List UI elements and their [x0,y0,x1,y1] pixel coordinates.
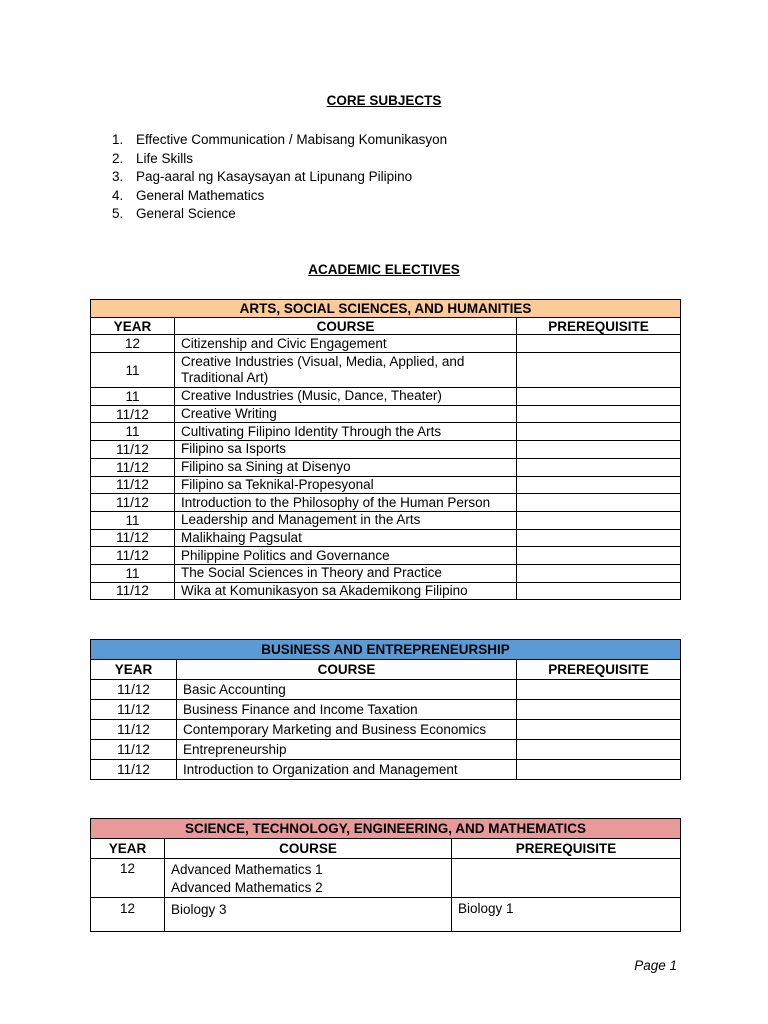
table-band-title: ARTS, SOCIAL SCIENCES, AND HUMANITIES [91,300,681,318]
prerequisite-cell [517,476,681,494]
list-label: Pag-aaral ng Kasaysayan at Lipunang Pilipino [136,169,413,184]
table-row [91,720,681,740]
prerequisite-cell [517,760,681,780]
column-header-year: YEAR [91,839,165,859]
prerequisite-cell [517,494,681,512]
prerequisite-cell [517,353,681,388]
prerequisite-cell: Biology 1 [452,898,681,932]
table-row [91,898,681,932]
table-row [91,582,681,600]
table-row [91,405,681,423]
arts-humanities-table [90,299,681,600]
table-row [91,335,681,353]
year-cell: 11/12 [91,458,175,476]
column-header-year: YEAR [91,317,175,335]
year-cell: 11/12 [91,441,175,459]
course-cell: Introduction to Organization and Management [177,760,517,780]
course-cell: Cultivating Filipino Identity Through the Arts [175,423,517,441]
prerequisite-cell [517,700,681,720]
list-label: General Science [136,206,236,221]
list-number: 3. [112,169,124,184]
table-band-title: BUSINESS AND ENTREPRENEURSHIP [91,640,681,660]
year-cell: 11 [91,511,175,529]
prerequisite-cell [452,859,681,898]
column-header-year: YEAR [91,660,177,680]
year-cell: 11/12 [91,494,175,512]
prerequisite-cell [517,564,681,582]
year-cell: 11/12 [91,680,177,700]
year-cell: 11 [91,388,175,406]
table-row [91,680,681,700]
table-row [91,511,681,529]
year-cell: 12 [91,335,175,353]
course-cell [165,859,452,898]
list-item [112,205,447,224]
list-label: General Mathematics [136,187,265,203]
course-cell: Filipino sa Teknikal-Propesyonal [175,476,517,494]
year-cell: 11/12 [91,740,177,760]
table-row [91,740,681,760]
list-label: Life Skills [136,150,194,166]
page-number: Page 1 [634,958,677,973]
course-cell: Wika at Komunikasyon sa Akademikong Filipino [175,582,517,600]
column-header-prerequisite: PREREQUISITE [517,660,681,680]
table-row [91,494,681,512]
prerequisite-cell [517,582,681,600]
prerequisite-cell [517,529,681,547]
year-cell: 11/12 [91,476,175,494]
prerequisite-cell [517,388,681,406]
course-cell: Leadership and Management in the Arts [175,511,517,529]
year-cell: 11/12 [91,405,175,423]
table-row [91,476,681,494]
list-item [112,168,447,187]
course-cell: Philippine Politics and Governance [175,547,517,565]
table-row [91,353,681,388]
year-cell: 11 [91,564,175,582]
year-cell: 11 [91,423,175,441]
core-subjects-heading: CORE SUBJECTS [326,93,442,108]
prerequisite-cell [517,740,681,760]
list-number: 1. [112,132,124,147]
list-number: 2. [112,150,124,166]
prerequisite-cell [517,680,681,700]
course-cell: Basic Accounting [177,680,517,700]
course-line: Advanced Mathematics 1 [171,862,323,877]
year-cell: 11 [91,353,175,388]
year-cell: 11/12 [91,547,175,565]
course-cell: Introduction to the Philosophy of the Human Person [175,494,517,512]
list-item [112,150,447,169]
table-row [91,700,681,720]
prerequisite-cell [517,511,681,529]
course-cell: Filipino sa Sining at Disenyo [175,458,517,476]
prerequisite-cell [517,441,681,459]
year-cell: 12 [91,859,165,898]
table-row [91,547,681,565]
course-cell: Creative Industries (Music, Dance, Theater) [175,388,517,406]
prerequisite-cell [517,405,681,423]
prerequisite-cell [517,720,681,740]
year-cell: 11/12 [91,700,177,720]
table-row [91,388,681,406]
course-cell: Malikhaing Pagsulat [175,529,517,547]
column-header-course: COURSE [177,660,517,680]
table-row [91,760,681,780]
table-row [91,423,681,441]
list-item [112,187,447,206]
year-cell: 12 [91,898,165,932]
business-entrepreneurship-table [90,639,681,780]
year-cell: 11/12 [91,529,175,547]
course-cell: Filipino sa Isports [175,441,517,459]
course-line: Biology 3 [171,902,227,917]
column-header-prerequisite: PREREQUISITE [452,839,681,859]
prerequisite-cell [517,458,681,476]
course-cell: Citizenship and Civic Engagement [175,335,517,353]
academic-electives-heading: ACADEMIC ELECTIVES [308,262,460,277]
column-header-course: COURSE [175,317,517,335]
table-row [91,441,681,459]
year-cell: 11/12 [91,760,177,780]
course-cell: Entrepreneurship [177,740,517,760]
core-subjects-list [112,131,447,224]
course-cell: Business Finance and Income Taxation [177,700,517,720]
course-cell [165,898,452,932]
year-cell: 11/12 [91,582,175,600]
course-line: Advanced Mathematics 2 [171,880,323,895]
column-header-course: COURSE [165,839,452,859]
course-cell: Creative Writing [175,405,517,423]
year-cell: 11/12 [91,720,177,740]
course-cell: Creative Industries (Visual, Media, Applied, and Traditional Art) [175,353,517,388]
table-row [91,529,681,547]
list-label: Effective Communication / Mabisang Komunikasyon [136,132,448,147]
course-cell: Contemporary Marketing and Business Economics [177,720,517,740]
list-item [112,131,447,150]
column-header-prerequisite: PREREQUISITE [517,317,681,335]
prerequisite-cell [517,547,681,565]
prerequisite-cell [517,423,681,441]
course-cell: The Social Sciences in Theory and Practice [175,564,517,582]
table-band-title: SCIENCE, TECHNOLOGY, ENGINEERING, AND MATHEMATICS [91,819,681,839]
list-number: 4. [112,187,124,203]
table-row [91,564,681,582]
table-row [91,859,681,898]
table-row [91,458,681,476]
stem-table [90,818,681,932]
prerequisite-cell [517,335,681,353]
list-number: 5. [112,206,124,221]
